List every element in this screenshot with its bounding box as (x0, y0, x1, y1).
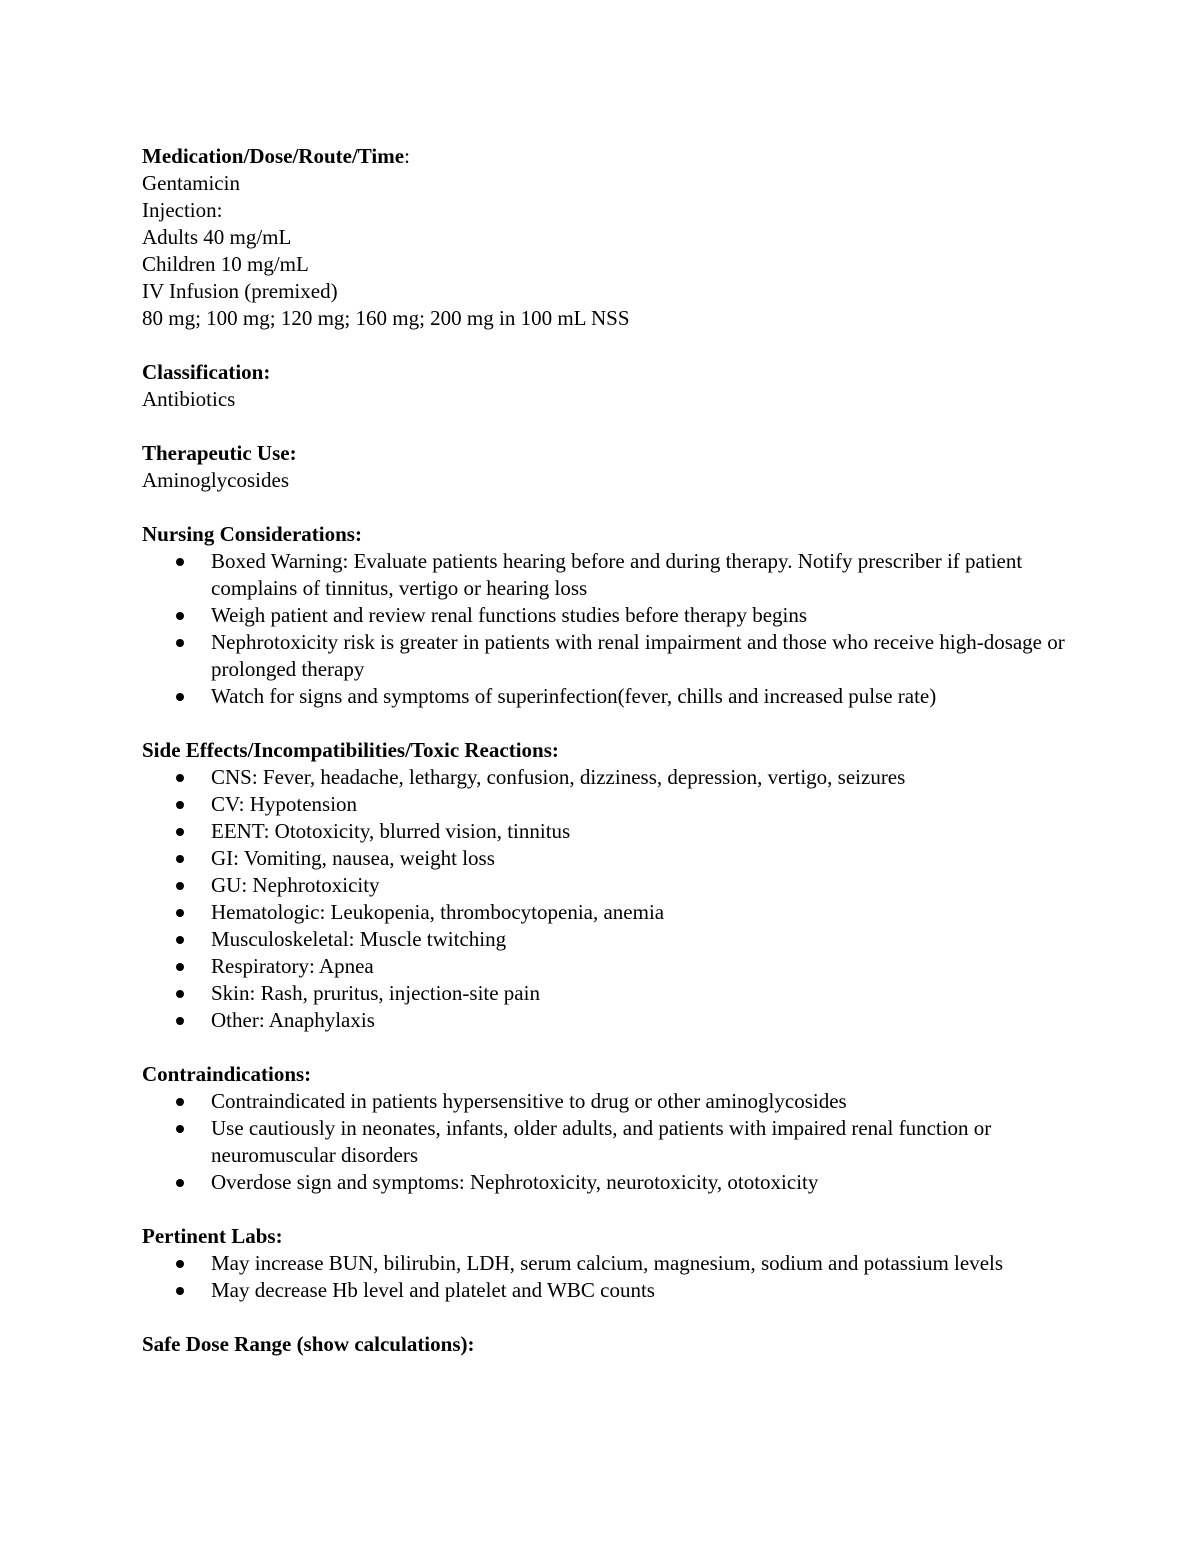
medication-section (142, 143, 1072, 332)
medication-line: Gentamicin (142, 171, 240, 195)
list-item (142, 980, 1072, 1007)
bullet-icon (176, 909, 184, 917)
list-item-text: Contraindicated in patients hypersensitive to drug or other aminoglycosides (211, 1089, 847, 1113)
safe-dose-heading: Safe Dose Range (show calculations): (142, 1332, 475, 1356)
list-item-text: GI: Vomiting, nausea, weight loss (211, 846, 495, 870)
contraindications-section (142, 1061, 1072, 1196)
list-item (142, 845, 1072, 872)
labs-section (142, 1223, 1072, 1304)
list-item (142, 1007, 1072, 1034)
bullet-icon (176, 990, 184, 998)
bullet-icon (176, 1098, 184, 1106)
list-item (142, 872, 1072, 899)
list-item-text: May increase BUN, bilirubin, LDH, serum calcium, magnesium, sodium and potassium levels (211, 1251, 1004, 1275)
bullet-icon (176, 639, 184, 647)
list-item-text: Use cautiously in neonates, infants, older adults, and patients with impaired renal function or neuromuscular disorders (211, 1116, 992, 1167)
medication-heading-colon: : (404, 144, 410, 168)
medication-heading-line (142, 143, 1072, 170)
bullet-icon (176, 963, 184, 971)
list-item-text: Watch for signs and symptoms of superinfection(fever, chills and increased pulse rate) (211, 684, 937, 708)
therapeutic-use-section (142, 440, 1072, 494)
list-item-text: Boxed Warning: Evaluate patients hearing before and during therapy. Notify prescriber if patient complains of tinnitus, vertigo or hearing loss (211, 549, 1023, 600)
list-item (142, 899, 1072, 926)
document-body (142, 143, 1072, 1385)
medication-line: Children 10 mg/mL (142, 252, 309, 276)
list-item (142, 1088, 1072, 1115)
list-item (142, 602, 1072, 629)
bullet-icon (176, 774, 184, 782)
list-item (142, 1169, 1072, 1196)
medication-line: Adults 40 mg/mL (142, 225, 292, 249)
therapeutic-use-heading: Therapeutic Use: (142, 441, 297, 465)
list-item-text: Weigh patient and review renal functions studies before therapy begins (211, 603, 808, 627)
bullet-icon (176, 558, 184, 566)
bullet-icon (176, 1179, 184, 1187)
side-effects-list (142, 764, 1072, 1034)
labs-list (142, 1250, 1072, 1304)
nursing-heading: Nursing Considerations: (142, 522, 362, 546)
medication-heading: Medication/Dose/Route/Time (142, 144, 405, 168)
list-item-text: Other: Anaphylaxis (211, 1008, 375, 1032)
medication-line: Injection: (142, 198, 223, 222)
medication-line: 80 mg; 100 mg; 120 mg; 160 mg; 200 mg in 100 mL NSS (142, 306, 630, 330)
medication-line: IV Infusion (premixed) (142, 279, 338, 303)
list-item (142, 953, 1072, 980)
list-item-text: Hematologic: Leukopenia, thrombocytopenia, anemia (211, 900, 665, 924)
list-item-text: Overdose sign and symptoms: Nephrotoxicity, neurotoxicity, ototoxicity (211, 1170, 819, 1194)
classification-section (142, 359, 1072, 413)
bullet-icon (176, 612, 184, 620)
list-item (142, 629, 1072, 683)
list-item-text: GU: Nephrotoxicity (211, 873, 380, 897)
list-item-text: CNS: Fever, headache, lethargy, confusion, dizziness, depression, vertigo, seizures (211, 765, 906, 789)
bullet-icon (176, 936, 184, 944)
labs-heading: Pertinent Labs: (142, 1224, 283, 1248)
list-item (142, 1115, 1072, 1169)
list-item (142, 683, 1072, 710)
list-item (142, 548, 1072, 602)
list-item (142, 1250, 1072, 1277)
list-item (142, 818, 1072, 845)
list-item-text: Nephrotoxicity risk is greater in patients with renal impairment and those who receive high-dosage or prolonged therapy (211, 630, 1065, 681)
safe-dose-section (142, 1331, 1072, 1358)
contraindications-list (142, 1088, 1072, 1196)
side-effects-heading: Side Effects/Incompatibilities/Toxic Reactions: (142, 738, 559, 762)
bullet-icon (176, 882, 184, 890)
nursing-section (142, 521, 1072, 710)
bullet-icon (176, 1287, 184, 1295)
list-item-text: Respiratory: Apnea (211, 954, 374, 978)
classification-heading: Classification: (142, 360, 271, 384)
classification-value: Antibiotics (142, 387, 236, 411)
bullet-icon (176, 855, 184, 863)
side-effects-section (142, 737, 1072, 1034)
list-item-text: May decrease Hb level and platelet and WBC counts (211, 1278, 655, 1302)
list-item-text: Musculoskeletal: Muscle twitching (211, 927, 507, 951)
list-item (142, 1277, 1072, 1304)
contraindications-heading: Contraindications: (142, 1062, 312, 1086)
list-item (142, 764, 1072, 791)
bullet-icon (176, 828, 184, 836)
list-item (142, 926, 1072, 953)
bullet-icon (176, 1017, 184, 1025)
list-item-text: Skin: Rash, pruritus, injection-site pain (211, 981, 540, 1005)
bullet-icon (176, 801, 184, 809)
bullet-icon (176, 1125, 184, 1133)
bullet-icon (176, 693, 184, 701)
list-item (142, 791, 1072, 818)
list-item-text: CV: Hypotension (211, 792, 358, 816)
nursing-list (142, 548, 1072, 710)
bullet-icon (176, 1260, 184, 1268)
therapeutic-use-value: Aminoglycosides (142, 468, 289, 492)
list-item-text: EENT: Ototoxicity, blurred vision, tinnitus (211, 819, 571, 843)
